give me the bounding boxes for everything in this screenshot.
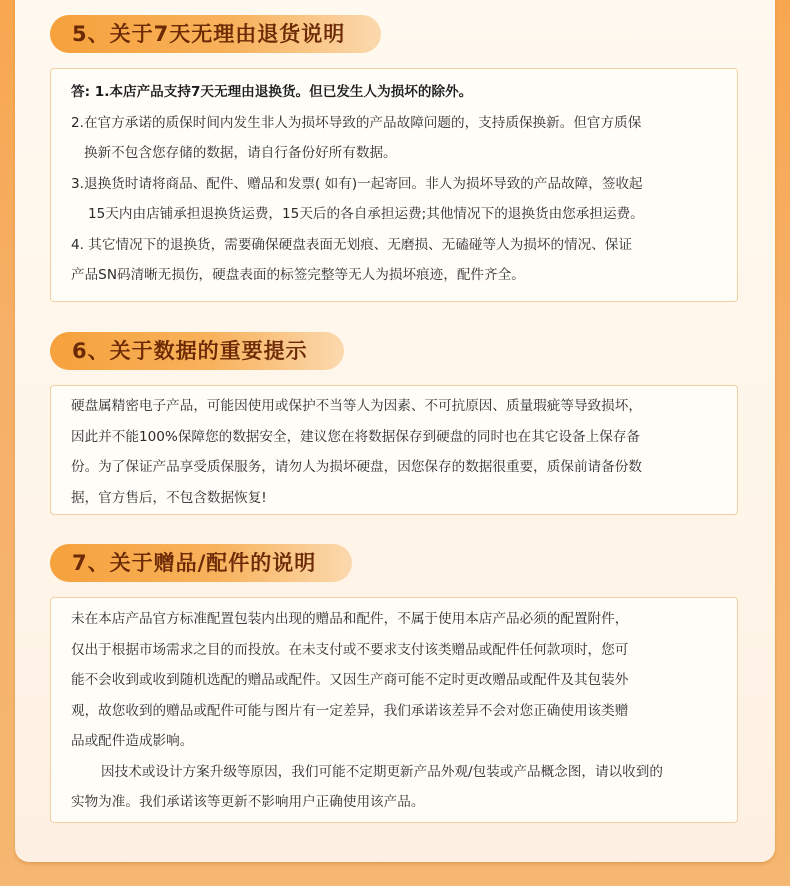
section-5-line: 2.在官方承诺的质保时间内发生非人为损坏导致的产品故障问题的，支持质保换新。但官方质保 — [71, 114, 642, 131]
section-5-line: 换新不包含您存储的数据，请自行备份好所有数据。 — [84, 145, 397, 161]
section-5-line: 4. 其它情况下的退换货，需要确保硬盘表面无划痕、无磨损、无磕碰等人为损坏的情况、保证 — [71, 236, 633, 253]
section-7-line: 品或配件造成影响。 — [71, 733, 194, 749]
section-7-line: 未在本店产品官方标准配置包装内出现的赠品和配件，不属于使用本店产品必须的配置附件， — [71, 611, 629, 627]
section-5-line: 15天内由店铺承担退换货运费，15天后的各自承担运费;其他情况下的退换货由您承担运费。 — [88, 206, 644, 222]
section-6-line: 据，官方售后，不包含数据恢复! — [71, 489, 267, 506]
section-5-line: 产品SN码清晰无损伤，硬盘表面的标签完整等无人为损坏痕迹，配件齐全。 — [71, 267, 525, 283]
section-7-line: 因技术或设计方案升级等原因，我们可能不定期更新产品外观/包装或产品概念图，请以收到的 — [101, 763, 663, 780]
section-5-line: 3.退换货时请将商品、配件、赠品和发票( 如有)一起寄回。非人为损坏导致的产品故障，签收起 — [71, 175, 643, 192]
section-7-line: 实物为准。我们承诺该等更新不影响用户正确使用该产品。 — [71, 794, 425, 810]
section-6-title: 6、关于数据的重要提示 — [50, 332, 344, 370]
section-7-box — [50, 597, 738, 823]
section-5-title: 5、关于7天无理由退货说明 — [50, 15, 381, 53]
section-7-line: 观，故您收到的赠品或配件可能与图片有一定差异，我们承诺该差异不会对您正确使用该类赠 — [71, 702, 629, 719]
section-7-title: 7、关于赠品/配件的说明 — [50, 544, 352, 582]
section-6-box — [50, 385, 738, 515]
section-6-line: 因此并不能100%保障您的数据安全，建议您在将数据保存到硬盘的同时也在其它设备上保存备 — [71, 428, 641, 445]
section-6-line: 份。为了保证产品享受质保服务，请勿人为损坏硬盘，因您保存的数据很重要，质保前请备份数 — [71, 459, 642, 475]
section-7-line: 能不会收到或收到随机选配的赠品或配件。又因生产商可能不定时更改赠品或配件及其包装外 — [71, 672, 629, 688]
section-7-line: 仅出于根据市场需求之目的而投放。在未支付或不要求支付该类赠品或配件任何款项时，您可 — [71, 641, 629, 658]
section-6-line: 硬盘属精密电子产品，可能因使用或保护不当等人为因素、不可抗原因、质量瑕疵等导致损坏， — [71, 398, 642, 414]
section-5-line: 答: 1.本店产品支持7天无理由退换货。但已发生人为损坏的除外。 — [71, 84, 473, 100]
section-5-box — [50, 68, 738, 302]
